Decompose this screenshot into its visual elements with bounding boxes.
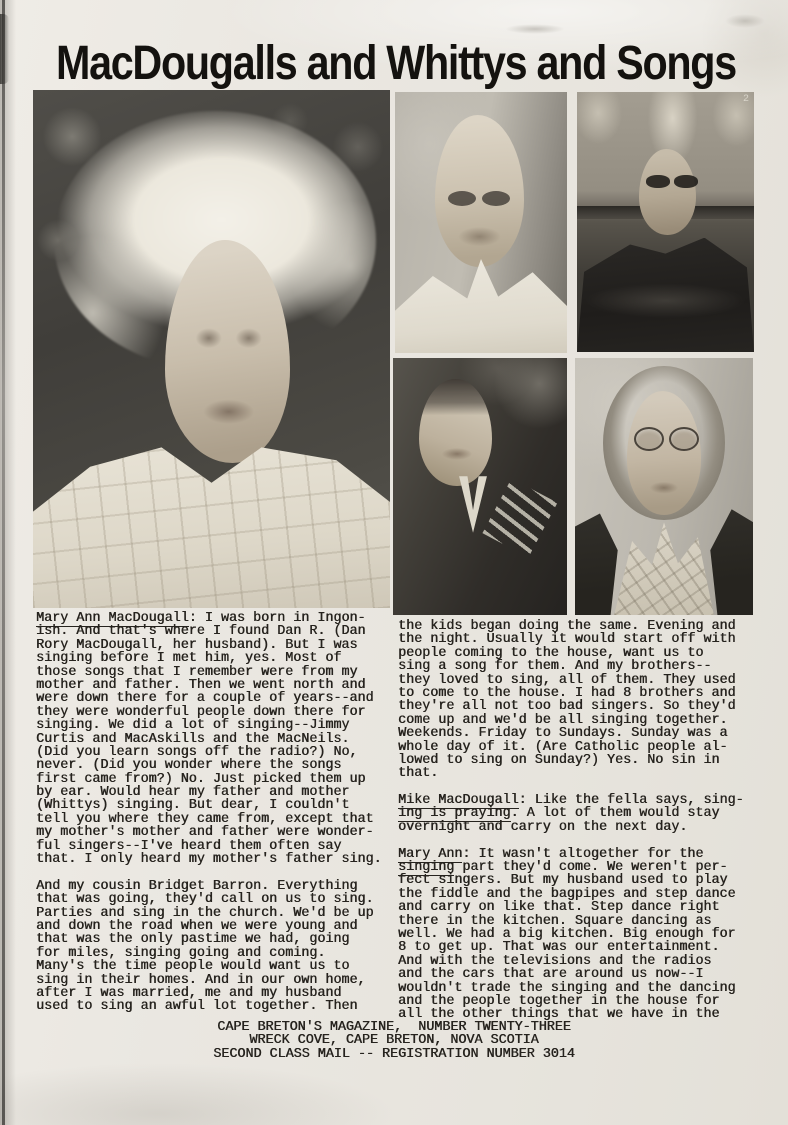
- text-segment: the kids began doing the same. Evening and: [398, 619, 736, 634]
- text-segment: ish. And that's where I found Dan R. (Dan: [36, 624, 366, 640]
- photo-mary-ann-macdougall: [33, 90, 390, 608]
- text-line: [36, 652, 392, 665]
- text-segment: . A lot of them would stay: [510, 806, 720, 822]
- text-line: [398, 874, 754, 887]
- text-line: [36, 974, 392, 987]
- text-segment: Parties and sing in the church. We'd be up: [36, 905, 374, 921]
- photo-shirt-shape: [33, 447, 390, 608]
- photo-collar-shape: [459, 476, 487, 533]
- text-segment: tell you where they came from, except that: [36, 811, 374, 827]
- text-column-right: [398, 620, 754, 1022]
- underlined-text: Mary Ann: [398, 846, 463, 862]
- photo-man-white-shirt: [395, 92, 567, 353]
- text-segment: to come to the house. I had 8 brothers and: [398, 685, 736, 701]
- underlined-text: Mike MacDougall: [398, 793, 519, 809]
- text-line: [36, 893, 392, 906]
- text-segment: mother and father. Then we went north and: [36, 677, 366, 693]
- text-segment: part they'd come. We weren't per-: [454, 860, 728, 876]
- text-line: [398, 727, 754, 740]
- paragraph: [398, 794, 754, 834]
- text-line: [398, 660, 754, 673]
- text-line: [36, 813, 392, 826]
- text-segment: and the people together in the house for: [398, 993, 720, 1009]
- text-line: [398, 714, 754, 727]
- text-segment: those songs that I remember were from my: [36, 664, 358, 680]
- text-line: [398, 848, 754, 861]
- imprint-line: WRECK COVE, CAPE BRETON, NOVA SCOTIA: [249, 1033, 539, 1049]
- text-segment: by ear. Would hear my father and mother: [36, 785, 350, 801]
- text-line: [36, 773, 392, 786]
- text-segment: Many's the time people would want us to: [36, 959, 350, 975]
- text-line: [36, 612, 392, 625]
- text-segment: Rory MacDougall, her husband). But I was: [36, 637, 358, 653]
- text-line: [36, 719, 392, 732]
- text-segment: after I was married, me and my husband: [36, 985, 342, 1001]
- text-segment: singing before I met him, yes. Most of: [36, 651, 342, 667]
- text-segment: that was the only pastime we had, going: [36, 932, 350, 948]
- text-segment: And my cousin Bridget Barron. Everything: [36, 878, 358, 894]
- text-line: [36, 666, 392, 679]
- photo-face-shape: [639, 149, 696, 235]
- text-segment: 8 to get up. That was our entertainment.: [398, 940, 720, 956]
- text-segment: and the cars that are around us now--I: [398, 967, 704, 983]
- text-line: [36, 679, 392, 692]
- text-segment: : I was born in Ingon-: [188, 611, 366, 626]
- text-line: [36, 733, 392, 746]
- text-segment: for miles, singing going and coming.: [36, 945, 326, 961]
- photo-shirt-shape: [395, 259, 567, 353]
- text-segment: whole day of it. (Are Catholic people al-: [398, 739, 728, 755]
- text-line: [398, 620, 754, 633]
- text-line: [36, 692, 392, 705]
- text-line: [398, 674, 754, 687]
- text-line: [398, 767, 754, 780]
- photo-man-dark-cardigan: [393, 358, 567, 615]
- text-segment: they loved to sing, all of them. They used: [398, 672, 736, 688]
- text-segment: used to sing an awful lot together. Then: [36, 999, 358, 1015]
- text-line: [36, 840, 392, 853]
- paper-smudge: [505, 24, 565, 34]
- text-line: [36, 907, 392, 920]
- text-segment: Curtis and MacAskills and the MacNeils.: [36, 731, 350, 747]
- text-segment: and carry on like that. Step dance right: [398, 900, 720, 916]
- underlined-text: ing is praying: [398, 806, 511, 822]
- text-line: [398, 794, 754, 807]
- photo-blouse-shape: [614, 522, 714, 615]
- text-line: [398, 968, 754, 981]
- text-segment: singing. We did a lot of singing--Jimmy: [36, 718, 350, 734]
- text-segment: that.: [398, 766, 439, 782]
- photo-corner-mark: 2: [742, 94, 749, 105]
- text-segment: well. We had a big kitchen. Big enough for: [398, 926, 736, 942]
- text-segment: and down the road when we were young and: [36, 918, 358, 934]
- text-segment: And with the televisions and the radios: [398, 953, 712, 969]
- scan-corner-mark: [0, 14, 9, 84]
- text-line: [36, 639, 392, 652]
- paragraph: [398, 620, 754, 781]
- text-line: [36, 920, 392, 933]
- text-segment: the fiddle and the bagpipes and step dance: [398, 886, 736, 902]
- text-line: [398, 928, 754, 941]
- text-line: [36, 706, 392, 719]
- text-segment: sing in their homes. And in our own home,: [36, 972, 366, 988]
- text-line: [36, 759, 392, 772]
- underlined-text: singing: [398, 860, 455, 876]
- text-segment: fect singers. But my husband used to play: [398, 873, 728, 889]
- photo-sleeve-stripes-shape: [482, 478, 557, 557]
- text-segment: that was going, they'd call on us to sing.: [36, 892, 374, 908]
- text-line: [398, 995, 754, 1008]
- text-line: [398, 861, 754, 874]
- photo-face-shape: [419, 379, 492, 487]
- text-line: [36, 746, 392, 759]
- text-line: [36, 960, 392, 973]
- photo-glasses-left-lens: [634, 427, 664, 451]
- text-line: [398, 807, 754, 820]
- text-line: [398, 821, 754, 834]
- text-segment: ful singers--I've heard them often say: [36, 838, 342, 854]
- text-line: [398, 901, 754, 914]
- text-line: [398, 687, 754, 700]
- text-line: [36, 826, 392, 839]
- text-segment: the night. Usually it would start off with: [398, 632, 736, 648]
- text-line: [398, 647, 754, 660]
- text-line: [398, 888, 754, 901]
- text-segment: there in the kitchen. Square dancing as: [398, 913, 712, 929]
- text-line: [398, 915, 754, 928]
- text-segment: that. I only heard my mother's father sing.: [36, 852, 382, 868]
- text-segment: sing a song for them. And my brothers--: [398, 659, 712, 675]
- text-segment: (Did you learn songs off the radio?) No,: [36, 744, 358, 760]
- photo-man-religious-painting: [577, 92, 754, 352]
- text-segment: : It wasn't altogether for the: [462, 846, 704, 862]
- text-line: [398, 633, 754, 646]
- text-line: [398, 941, 754, 954]
- text-segment: they're all not too bad singers. So they'd: [398, 699, 736, 715]
- paper-smudge: [725, 14, 765, 28]
- text-segment: all the other things that we have in the: [398, 1007, 720, 1023]
- text-segment: my mother's mother and father were wonder-: [36, 825, 374, 841]
- paragraph: [36, 880, 392, 1014]
- text-line: [36, 625, 392, 638]
- text-column-left: [36, 612, 392, 1014]
- paragraph: [398, 848, 754, 1022]
- text-line: [36, 853, 392, 866]
- photo-woman-large-glasses: [575, 358, 753, 615]
- text-segment: come up and we'd be all singing together.: [398, 712, 728, 728]
- text-line: [398, 955, 754, 968]
- underlined-text: Mary Ann MacDougall: [36, 611, 189, 626]
- text-line: [398, 741, 754, 754]
- text-segment: (Whittys) singing. But dear, I couldn't: [36, 798, 350, 814]
- text-line: [36, 987, 392, 1000]
- text-segment: overnight and carry on the next day.: [398, 819, 688, 835]
- text-segment: lowed to sing on Sunday?) Yes. No sin in: [398, 752, 720, 768]
- text-line: [398, 700, 754, 713]
- text-segment: they were wonderful people down there for: [36, 704, 366, 720]
- paragraph: [36, 612, 392, 866]
- text-segment: wouldn't trade the singing and the dancing: [398, 980, 736, 996]
- photo-glasses-shape: [646, 175, 670, 188]
- text-line: [36, 786, 392, 799]
- text-segment: : Like the fella says, sing-: [518, 793, 744, 809]
- text-line: [36, 880, 392, 893]
- text-line: [36, 947, 392, 960]
- imprint-line: CAPE BRETON'S MAGAZINE, NUMBER TWENTY-THREE: [217, 1020, 571, 1035]
- page-title: MacDougalls and Whittys and Songs: [56, 37, 736, 90]
- text-segment: Weekends. Friday to Sundays. Sunday was a: [398, 726, 728, 742]
- imprint-footer: [0, 1021, 788, 1061]
- photo-body-shape: [577, 238, 754, 352]
- text-line: [36, 799, 392, 812]
- text-line: [398, 754, 754, 767]
- text-segment: people coming to the house, want us to: [398, 645, 704, 661]
- photo-face-shape: [435, 115, 524, 266]
- scan-edge-line: [2, 0, 5, 1125]
- text-line: [36, 1000, 392, 1013]
- imprint-line: SECOND CLASS MAIL -- REGISTRATION NUMBER 3014: [213, 1046, 575, 1062]
- text-line: [398, 982, 754, 995]
- text-segment: first came from?) No. Just picked them up: [36, 771, 366, 787]
- text-segment: never. (Did you wonder where the songs: [36, 758, 342, 774]
- text-line: [36, 933, 392, 946]
- text-segment: were down there for a couple of years--and: [36, 691, 374, 707]
